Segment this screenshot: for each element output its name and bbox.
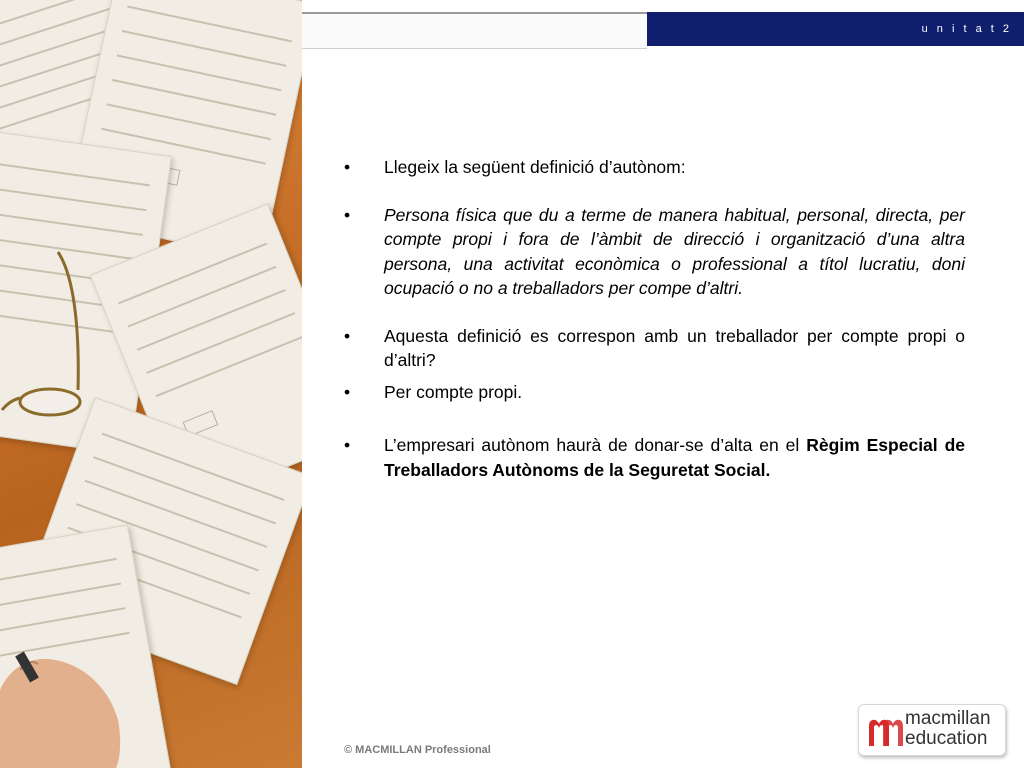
logo-line1: macmillan — [905, 708, 991, 729]
unit-label: u n i t a t 2 — [921, 23, 1012, 35]
definition-text: Persona física que du a terme de manera habitual, personal, directa, per compte propi i fora de l’àmbit de direcció i organització d’una altra persona, una activitat econòmica o professional a títol lucratiu, doni ocupació o no a treballadors per compe d’altri. — [384, 204, 965, 298]
logo-wordmark — [905, 709, 991, 749]
bullet-item — [340, 324, 965, 373]
macmillan-logo-icon — [867, 712, 907, 748]
bullet-marker: • — [344, 381, 351, 402]
bullet-text: Llegeix la següent definició d’autònom: — [384, 157, 686, 177]
decorative-photo — [0, 0, 302, 768]
copyright-text: © MACMILLAN Professional — [344, 744, 491, 756]
header-rule — [302, 12, 647, 49]
bullet-marker: • — [344, 325, 351, 346]
bullet-marker: • — [344, 204, 351, 225]
logo-line2: education — [905, 728, 988, 749]
bullet-marker: • — [344, 435, 351, 455]
macmillan-logo — [858, 704, 1006, 756]
bullet-item — [340, 155, 965, 180]
slide-body — [340, 155, 965, 482]
bullet-item — [340, 433, 965, 482]
bullet-item — [340, 380, 965, 405]
bullet-bold-text: Règim Especial de Treballadors Autònoms de la Seguretat Social. — [384, 435, 965, 480]
bullet-text: Aquesta definició es correspon amb un treballador per compte propi o d’altri? — [384, 325, 965, 370]
hand-image — [0, 0, 302, 768]
bullet-text: Per compte propi. — [384, 381, 523, 402]
bullet-item — [340, 203, 965, 301]
bullet-text: L’empresari autònom haurà de donar-se d’alta en el — [384, 435, 807, 455]
bullet-marker: • — [344, 157, 351, 177]
header-bar — [647, 12, 1024, 46]
